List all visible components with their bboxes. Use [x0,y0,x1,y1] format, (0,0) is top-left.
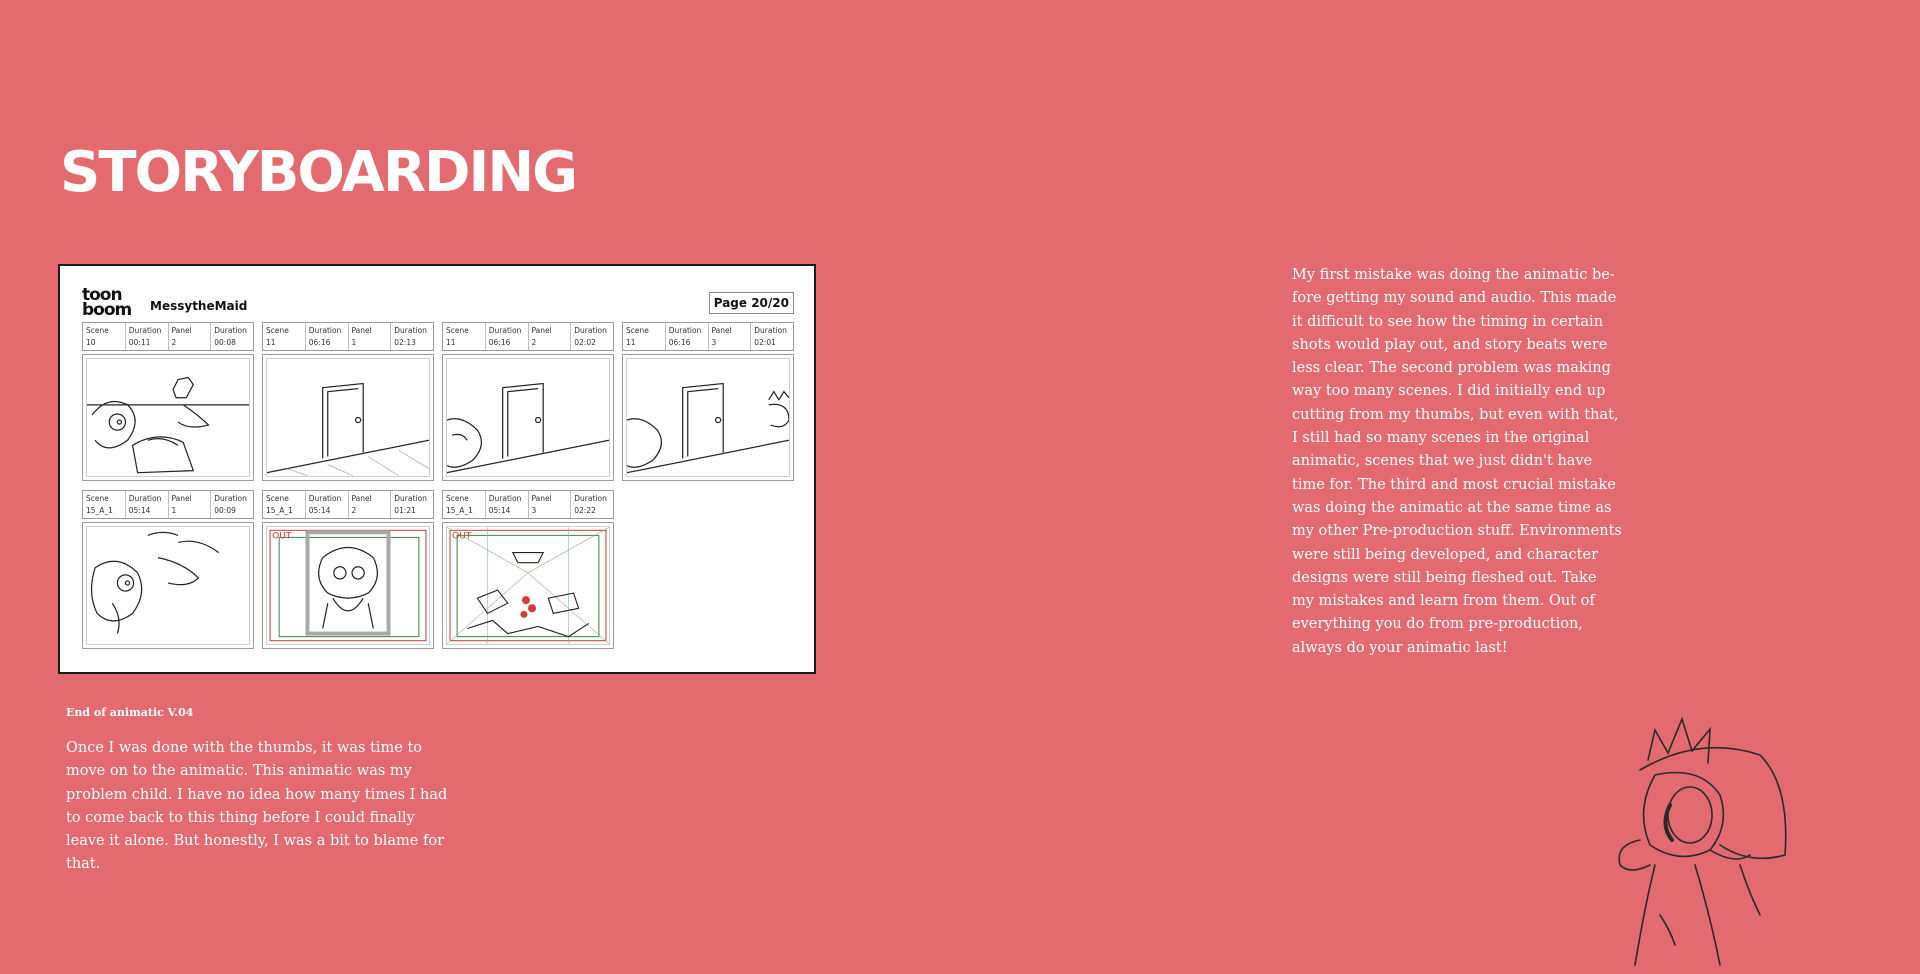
panel-duration-header: Duration [574,326,607,335]
scene-header: Scene [266,494,289,503]
panel-info [82,490,254,519]
scene-value: 11 [266,338,276,347]
panel-value: 2 [171,338,177,347]
panel-info [442,490,614,519]
image-caption: End of animatic V.04 [66,706,194,719]
duration-value: 00:11 [128,338,151,347]
messy-room-sketch [446,526,610,645]
panel-header: Panel [351,494,372,503]
panel-duration-header: Duration [574,494,607,503]
scene-header: Scene [446,326,469,335]
panel-duration-value: 01:21 [394,506,416,515]
scene-value: 11 [446,338,456,347]
duration-value: 06:16 [668,338,691,347]
body-text-right: My first mistake was doing the animatic be-fore getting my sound and audio. This made it difficult to see how the timing in certain shots would play out, and story beats were less clear. The second problem was making way too many scenes. I did initially end up cutting from my thumbs, but even with that, I still had so many scenes in the original animatic, scenes that we just didn't have time for. The third and most crucial mistake was doing the animatic at the same time as my other Pre-production stuff. Environments were still being developed, and character designs were still being fleshed out. Take my mistakes and learn from them. Out of everything you do from pre-production, always do your animatic last! [1292,267,1622,656]
panel-info [82,322,254,351]
panel-header: Panel [171,494,192,503]
scene-header: Scene [86,326,109,335]
duration-header: Duration [128,494,162,503]
panel-duration-value: 00:09 [214,506,236,515]
panel-thumbnail [262,522,434,649]
panel-thumbnail [262,354,434,481]
out-label: OUT [452,531,472,542]
storyboard-image [58,264,816,674]
storyboard-header [82,285,794,322]
character-sketch-illustration [1600,715,1805,970]
duration-value: 06:16 [488,338,511,347]
out-label: OUT [272,531,292,542]
scene-value: 10 [86,338,96,347]
panel-info [262,490,434,519]
project-name: MessytheMaid [150,299,248,313]
duration-value: 06:16 [308,338,331,347]
panel-info [262,322,434,351]
scene-value: 11 [626,338,636,347]
storyboard-panel [442,322,614,481]
panel-info [442,322,614,351]
storyboard-panel [82,322,254,481]
panel-duration-header: Duration [754,326,787,335]
panel-info [622,322,794,351]
duration-header: Duration [668,326,702,335]
panel-thumbnail [82,354,254,481]
door-two-characters-sketch [626,358,790,477]
panel-header: Panel [351,326,372,335]
scene-header: Scene [86,494,109,503]
panel-header: Panel [531,326,552,335]
panel-thumbnail [442,522,614,649]
door-with-character-sketch [446,358,610,477]
scene-header: Scene [266,326,289,335]
duration-header: Duration [308,326,342,335]
body-text-left: Once I was done with the thumbs, it was time to move on to the animatic. This animatic was my problem child. I have no idea how many times I had to come back to this thing before I could finally leave it alone. But honestly, I was a bit to blame for that. [66,740,448,873]
storyboard-panel [82,490,254,649]
panel-value: 2 [531,338,537,347]
page-title: STORYBOARDING [60,140,577,205]
duration-value: 05:14 [488,506,511,515]
panel-duration-header: Duration [394,494,427,503]
logo-line-2: boom [82,300,132,320]
panel-header: Panel [171,326,192,335]
duration-header: Duration [488,326,522,335]
panel-duration-value: 02:22 [574,506,596,515]
scene-value: 15_A_1 [266,506,293,515]
scene-header: Scene [446,494,469,503]
panel-value: 3 [711,338,717,347]
scene-value: 15_A_1 [446,506,473,515]
panel-thumbnail [622,354,794,481]
scene-value: 15_A_1 [86,506,113,515]
duration-header: Duration [488,494,522,503]
panel-duration-value: 00:08 [214,338,236,347]
panel-thumbnail [82,522,254,649]
panel-duration-value: 02:13 [394,338,416,347]
storyboard-panel [262,490,434,649]
scene-header: Scene [626,326,649,335]
panel-value: 1 [171,506,177,515]
panel-value: 2 [351,506,357,515]
toonboom-logo [82,285,140,320]
logo-line-1: toon [82,285,122,305]
maid-character-sketch [266,526,430,645]
panel-header: Panel [531,494,552,503]
panel-header: Panel [711,326,732,335]
panel-value: 1 [351,338,357,347]
page-number: Page 20/20 [709,292,794,314]
panel-duration-value: 02:01 [754,338,776,347]
panel-duration-value: 02:02 [574,338,596,347]
panel-duration-header: Duration [214,326,247,335]
panel-duration-header: Duration [394,326,427,335]
storyboard-panel [622,322,794,481]
panel-thumbnail [442,354,614,481]
door-room-sketch [266,358,430,477]
storyboard-panel [442,490,614,649]
duration-header: Duration [308,494,342,503]
panel-duration-header: Duration [214,494,247,503]
duration-value: 05:14 [308,506,331,515]
duration-header: Duration [128,326,162,335]
duration-value: 05:14 [128,506,151,515]
storyboard-panel [262,322,434,481]
character-reaction-sketch [86,526,250,645]
panel-value: 3 [531,506,537,515]
hand-grabbing-gem-sketch [86,358,250,477]
